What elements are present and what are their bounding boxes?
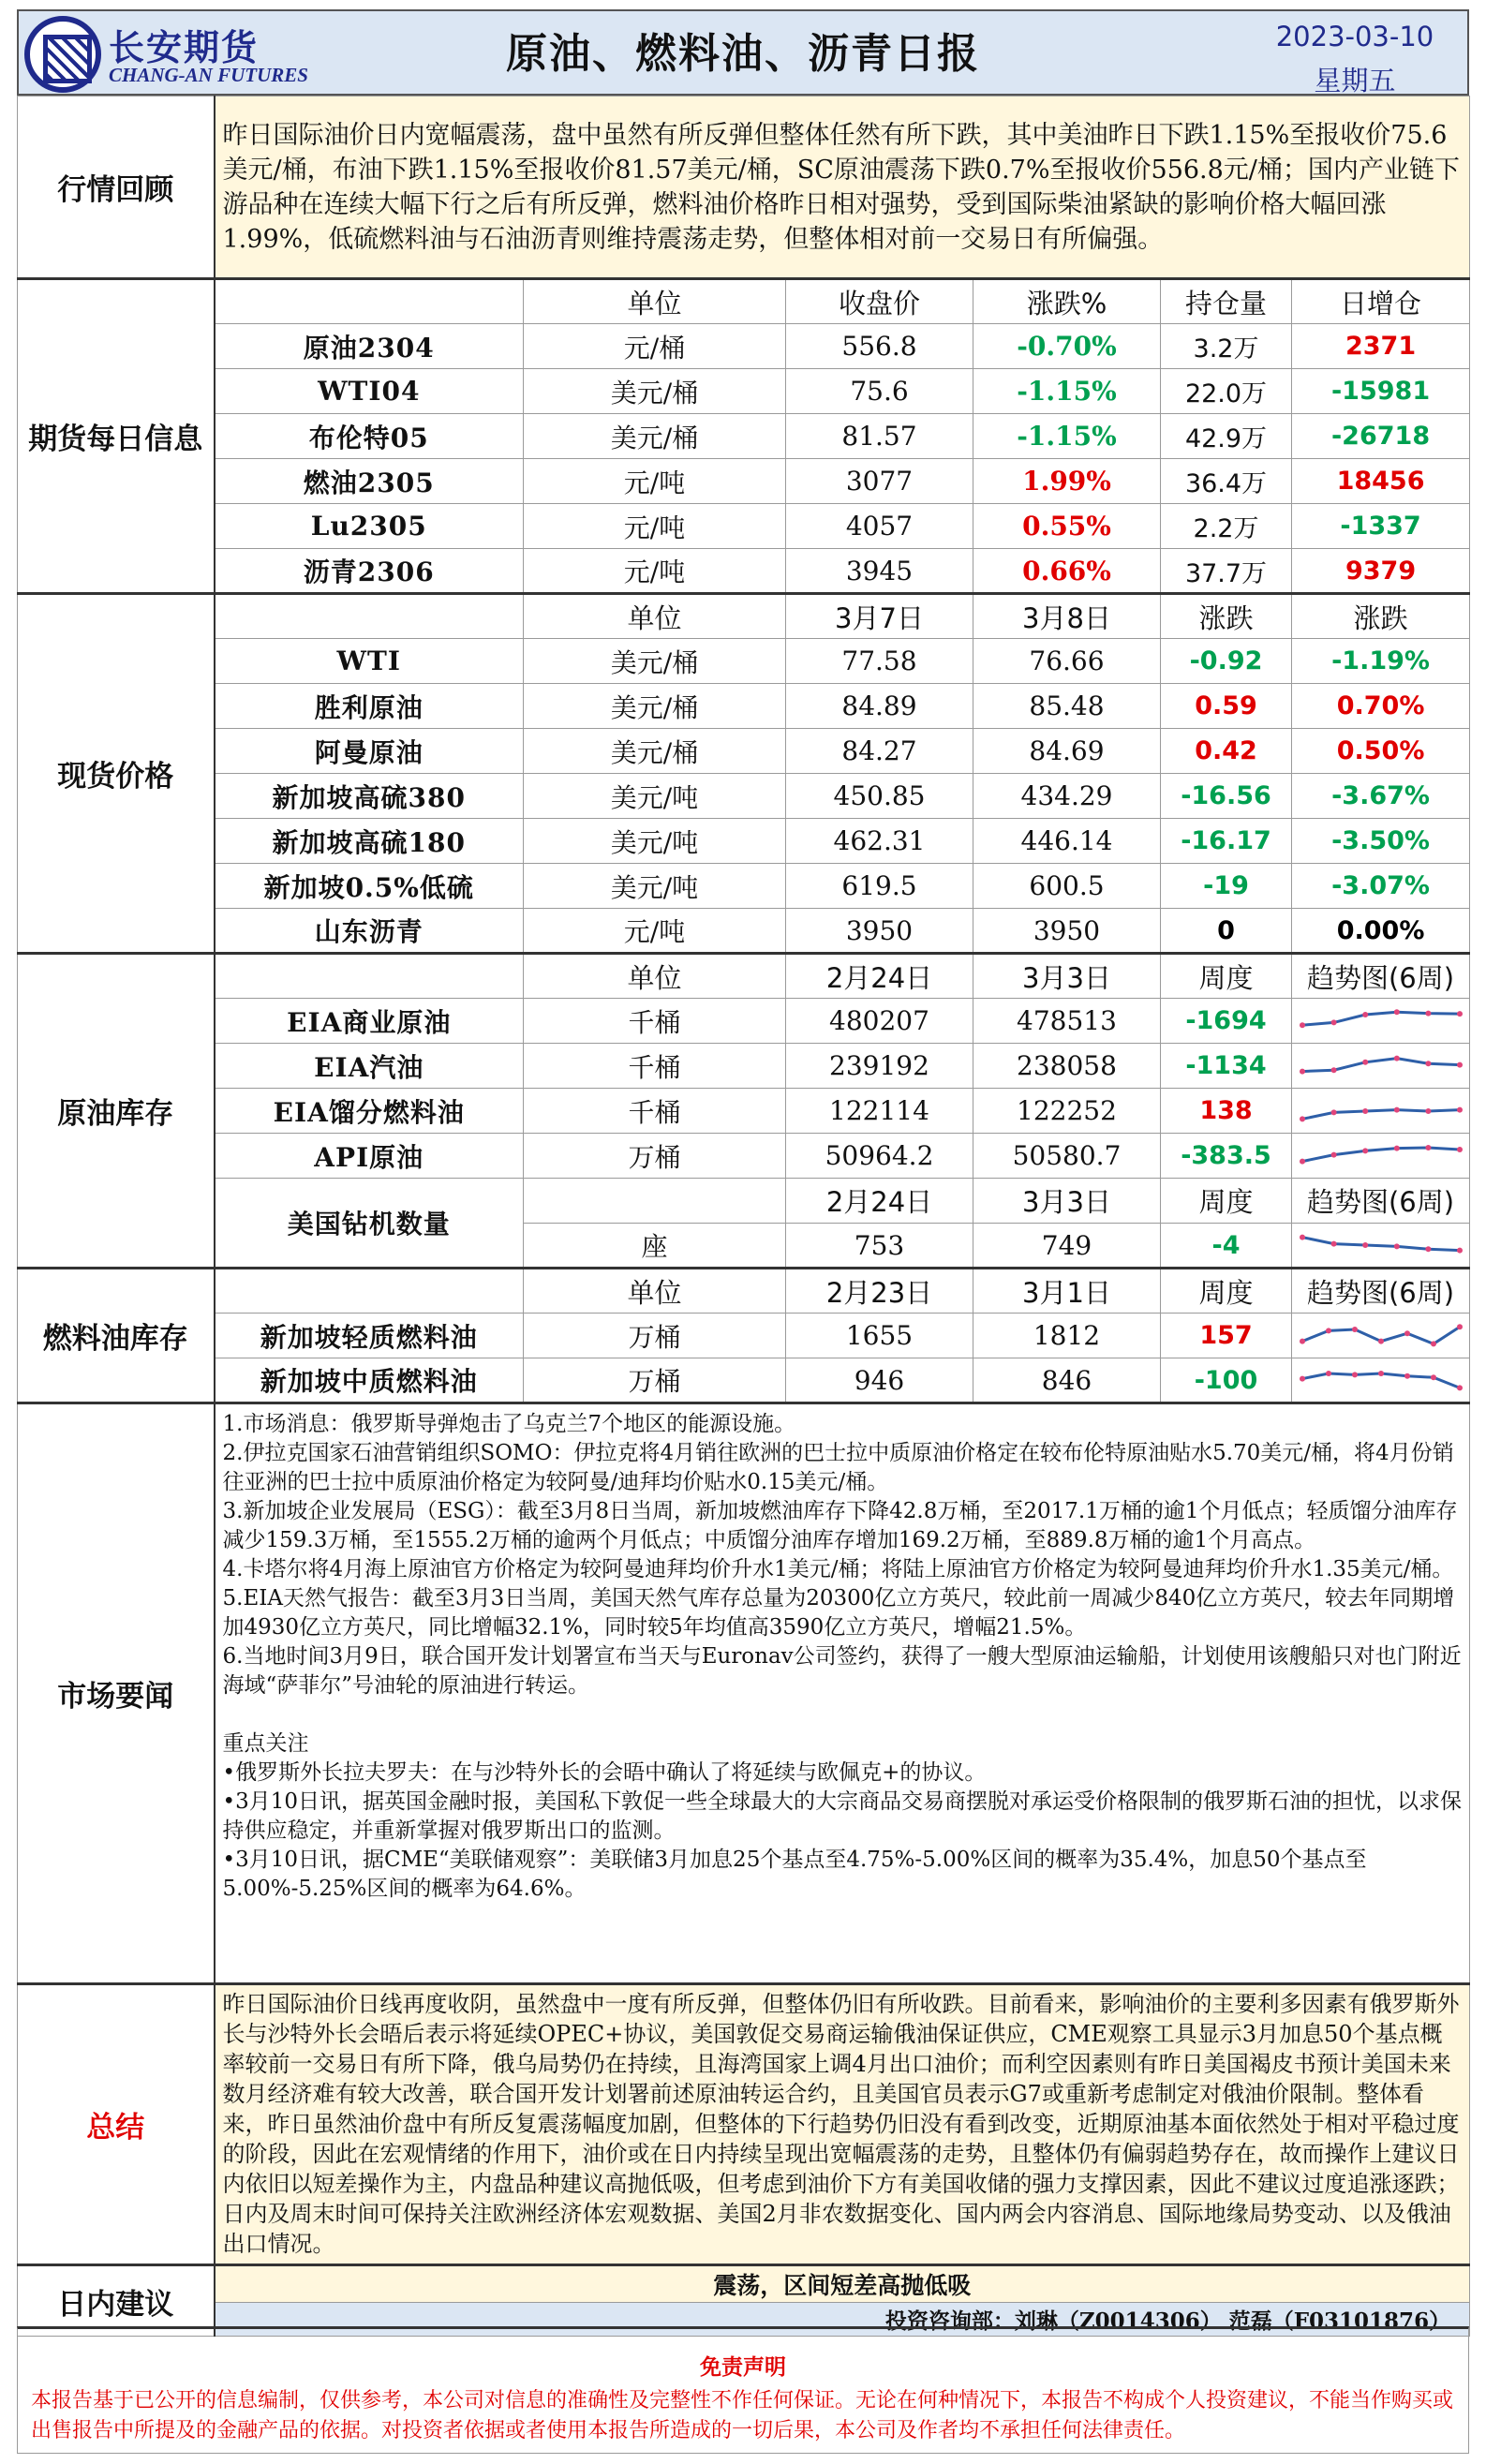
news-item: 3.新加坡企业发展局（ESG）：截至3月8日当周，新加坡燃油库存下降42.8万桶，至2017.1万桶的逾1个月低点；轻质馏分油库存减少159.3万桶，至1555.2万桶的逾两个月低点；中质馏分油库存增加169.2万桶，至889.8万桶的逾1个月高点。	[222, 1499, 1458, 1552]
fuel-inv-row	[18, 1358, 1470, 1403]
trend-point	[1393, 1106, 1399, 1112]
futures-add: -15981	[1292, 369, 1470, 414]
crude-inv-header-row	[18, 954, 1470, 999]
crude-chg: -1134	[1161, 1044, 1292, 1089]
spot-unit: 美元/吨	[524, 864, 786, 909]
crude-inv-row	[18, 1044, 1470, 1089]
spot-d1: 450.85	[786, 774, 973, 819]
crude-inv-label: 原油库存	[18, 954, 215, 1269]
crude-col-trend: 趋势图(6周)	[1292, 954, 1470, 999]
spot-label: 现货价格	[18, 594, 215, 954]
futures-chg: -0.70%	[973, 324, 1161, 369]
futures-oi: 37.7万	[1161, 549, 1292, 594]
spot-row	[18, 819, 1470, 864]
rig-name: 美国钻机数量	[215, 1179, 524, 1269]
summary-label: 总结	[18, 1984, 215, 2265]
futures-name: Lu2305	[215, 504, 524, 549]
futures-unit: 元/吨	[524, 549, 786, 594]
futures-oi: 3.2万	[1161, 324, 1292, 369]
futures-add: -26718	[1292, 414, 1470, 459]
futures-header-row	[18, 279, 1470, 324]
crude-d1: 122114	[786, 1089, 973, 1134]
spot-name: 山东沥青	[215, 909, 524, 954]
trend-point	[1431, 1374, 1436, 1380]
crude-name: API原油	[215, 1134, 524, 1179]
futures-row	[18, 324, 1470, 369]
spot-row	[18, 684, 1470, 729]
futures-unit: 美元/桶	[524, 369, 786, 414]
spot-chg: -0.92	[1161, 639, 1292, 684]
review-row	[18, 96, 1470, 279]
spot-pct: 0.00%	[1292, 909, 1470, 954]
futures-name: 沥青2306	[215, 549, 524, 594]
futures-close: 556.8	[786, 324, 973, 369]
crude-inv-row	[18, 1089, 1470, 1134]
crude-trend-sparkline	[1297, 1092, 1465, 1130]
futures-add: 2371	[1292, 324, 1470, 369]
crude-trend-sparkline	[1297, 1002, 1465, 1040]
trend-point	[1393, 1145, 1399, 1150]
advice-row	[18, 2265, 1470, 2303]
futures-name: 燃油2305	[215, 459, 524, 504]
report-title: 原油、燃料油、沥青日报	[506, 30, 980, 78]
review-label: 行情回顾	[18, 96, 215, 279]
futures-row	[18, 414, 1470, 459]
spot-unit: 美元/桶	[524, 729, 786, 774]
fuel-unit: 万桶	[524, 1358, 786, 1403]
trend-point	[1300, 1068, 1305, 1074]
trend-point	[1326, 1328, 1331, 1333]
fuel-col-chg: 周度	[1161, 1269, 1292, 1314]
spot-chg: -16.17	[1161, 819, 1292, 864]
trend-point	[1362, 1148, 1368, 1153]
crude-col-d1: 2月24日	[786, 954, 973, 999]
crude-d1: 50964.2	[786, 1134, 973, 1179]
crude-name: EIA汽油	[215, 1044, 524, 1089]
review-text: 昨日国际油价日内宽幅震荡，盘中虽然有所反弹但整体任然有所下跌，其中美油昨日下跌1.15%至报收价75.6美元/桶，布油下跌1.15%至报收价81.57美元/桶，SC原油震荡下跌0.7%至报收价556.8元/桶；国内产业链下游品种在连续大幅下行之后有所反弹，燃料油价格昨日相对强势，受到国际柴油紧缺的影响价格大幅回涨1.99%，低硫燃料油与石油沥青则维持震荡走势，但整体相对前一交易日有所偏强。	[215, 96, 1470, 279]
spot-d2: 76.66	[973, 639, 1161, 684]
spot-unit: 元/吨	[524, 909, 786, 954]
spot-row	[18, 729, 1470, 774]
trend-point	[1352, 1327, 1358, 1332]
fuel-d1: 946	[786, 1358, 973, 1403]
spot-unit: 美元/吨	[524, 819, 786, 864]
trend-point	[1457, 1106, 1463, 1112]
rig-col-chg: 周度	[1161, 1179, 1292, 1224]
futures-col-chg: 涨跌%	[973, 279, 1161, 324]
spot-d2: 434.29	[973, 774, 1161, 819]
spot-d2: 600.5	[973, 864, 1161, 909]
news-item: 1.市场消息：俄罗斯导弹炮击了乌克兰7个地区的能源设施。	[222, 1412, 796, 1436]
crude-trend-cell	[1292, 1134, 1470, 1179]
report-header	[17, 9, 1469, 96]
trend-point	[1362, 1059, 1368, 1064]
trend-point	[1425, 1145, 1431, 1150]
crude-trend-cell	[1292, 1044, 1470, 1089]
focus-item: •3月10日讯，据英国金融时报，美国私下敦促一些全球最大的大宗商品交易商摆脱对承运受价格限制的俄罗斯石油的担忧，以求保持供应稳定，并重新掌握对俄罗斯出口的监测。	[222, 1789, 1462, 1843]
futures-close: 3945	[786, 549, 973, 594]
focus-item: •俄罗斯外长拉夫罗夫：在与沙特外长的会晤中确认了将延续与欧佩克+的协议。	[222, 1760, 987, 1785]
spot-pct: 0.70%	[1292, 684, 1470, 729]
trend-point	[1300, 1022, 1305, 1028]
disclaimer-text: 本报告基于已公开的信息编制，仅供参考，本公司对信息的准确性及完整性不作任何保证。无论在何种情况下，本报告不构成个人投资建议，不能当作购买或出售报告中所提及的金融产品的依据。对投资者依据或者使用本报告所造成的一切后果，本公司及作者均不承担任何法律责任。	[31, 2389, 1454, 2442]
spot-unit: 美元/桶	[524, 639, 786, 684]
trend-point	[1362, 1108, 1368, 1114]
crude-d2: 50580.7	[973, 1134, 1161, 1179]
spot-pct: 0.50%	[1292, 729, 1470, 774]
fuel-trend-sparkline	[1297, 1317, 1465, 1355]
spot-row	[18, 774, 1470, 819]
futures-row	[18, 549, 1470, 594]
focus-title: 重点关注	[222, 1731, 309, 1756]
futures-row	[18, 369, 1470, 414]
futures-chg: 0.55%	[973, 504, 1161, 549]
trend-line	[1302, 1238, 1460, 1251]
spot-col-chg: 涨跌	[1161, 594, 1292, 639]
crude-unit: 千桶	[524, 1089, 786, 1134]
fuel-inv-label: 燃料油库存	[18, 1269, 215, 1403]
futures-unit: 元/吨	[524, 504, 786, 549]
news-item: 2.伊拉克国家石油营销组织SOMO：伊拉克将4月销往欧洲的巴士拉中质原油价格定在较布伦特原油贴水5.70美元/桶，将4月份销往亚洲的巴士拉中质原油价格定为较阿曼/迪拜均价贴水0.15美元/桶。	[222, 1441, 1454, 1494]
spot-name: 新加坡高硫380	[215, 774, 524, 819]
trend-point	[1393, 1009, 1399, 1015]
spot-col-pct: 涨跌	[1292, 594, 1470, 639]
advice-label: 日内建议	[18, 2265, 215, 2337]
spot-name: 新加坡0.5%低硫	[215, 864, 524, 909]
spot-unit: 美元/吨	[524, 774, 786, 819]
fuel-chg: 157	[1161, 1314, 1292, 1358]
trend-point	[1457, 1061, 1463, 1067]
crude-name: EIA馏分燃料油	[215, 1089, 524, 1134]
spot-row	[18, 909, 1470, 954]
spot-unit: 美元/桶	[524, 684, 786, 729]
spot-d1: 84.27	[786, 729, 973, 774]
spot-name: 阿曼原油	[215, 729, 524, 774]
rig-col-d1: 2月24日	[786, 1179, 973, 1224]
spot-chg: -16.56	[1161, 774, 1292, 819]
news-row	[18, 1403, 1470, 1984]
crude-chg: 138	[1161, 1089, 1292, 1134]
fuel-d1: 1655	[786, 1314, 973, 1358]
rig-trend-sparkline	[1297, 1226, 1465, 1264]
futures-close: 4057	[786, 504, 973, 549]
focus-item: •3月10日讯，据CME“美联储观察”：美联储3月加息25个基点至4.75%-5.00%区间的概率为35.4%，加息50个基点至5.00%-5.25%区间的概率为64.6%。	[222, 1848, 1367, 1901]
futures-col-add: 日增仓	[1292, 279, 1470, 324]
trend-point	[1330, 1067, 1336, 1073]
futures-oi: 22.0万	[1161, 369, 1292, 414]
spot-d1: 619.5	[786, 864, 973, 909]
crude-trend-cell	[1292, 999, 1470, 1044]
trend-point	[1393, 1055, 1399, 1061]
trend-point	[1457, 1385, 1463, 1390]
summary-row	[18, 1984, 1470, 2265]
spot-name: 新加坡高硫180	[215, 819, 524, 864]
spot-header-row	[18, 594, 1470, 639]
spot-d1: 3950	[786, 909, 973, 954]
futures-name: WTI04	[215, 369, 524, 414]
futures-chg: 1.99%	[973, 459, 1161, 504]
crude-trend-sparkline	[1297, 1137, 1465, 1175]
trend-point	[1425, 1246, 1431, 1252]
news-item: 6.当地时间3月9日，联合国开发计划署宣布当天与Euronav公司签约，获得了一艘大型原油运输船，计划使用该艘船只对也门附近海域“萨菲尔”号油轮的原油进行转运。	[222, 1644, 1462, 1698]
spot-d2: 85.48	[973, 684, 1161, 729]
futures-add: 18456	[1292, 459, 1470, 504]
rig-trend-cell	[1292, 1224, 1470, 1269]
news-label: 市场要闻	[18, 1403, 215, 1984]
spot-d1: 77.58	[786, 639, 973, 684]
trend-line	[1302, 1058, 1460, 1071]
crude-trend-cell	[1292, 1089, 1470, 1134]
crude-col-unit: 单位	[524, 954, 786, 999]
report-date: 2023-03-10	[1275, 21, 1434, 52]
trend-point	[1457, 1147, 1463, 1152]
rig-chg: -4	[1161, 1224, 1292, 1269]
spot-d2: 3950	[973, 909, 1161, 954]
trend-point	[1393, 1243, 1399, 1249]
news-content	[215, 1403, 1470, 1984]
fuel-unit: 万桶	[524, 1314, 786, 1358]
trend-point	[1457, 1011, 1463, 1017]
spot-chg: 0.42	[1161, 729, 1292, 774]
futures-label: 期货每日信息	[18, 279, 215, 594]
report-weekday: 星期五	[1314, 65, 1396, 96]
spot-chg: 0	[1161, 909, 1292, 954]
crude-chg: -1694	[1161, 999, 1292, 1044]
crude-unit: 万桶	[524, 1134, 786, 1179]
crude-unit: 千桶	[524, 999, 786, 1044]
spot-d2: 446.14	[973, 819, 1161, 864]
crude-unit: 千桶	[524, 1044, 786, 1089]
fuel-d2: 846	[973, 1358, 1161, 1403]
fuel-trend-cell	[1292, 1314, 1470, 1358]
futures-close: 75.6	[786, 369, 973, 414]
futures-chg: -1.15%	[973, 369, 1161, 414]
rig-header-row	[18, 1179, 1470, 1224]
trend-point	[1330, 1109, 1336, 1115]
trend-line	[1302, 1012, 1460, 1025]
trend-point	[1330, 1019, 1336, 1025]
spot-chg: -19	[1161, 864, 1292, 909]
futures-col-oi: 持仓量	[1161, 279, 1292, 324]
fuel-col-trend: 趋势图(6周)	[1292, 1269, 1470, 1314]
trend-point	[1425, 1010, 1431, 1016]
fuel-trend-cell	[1292, 1358, 1470, 1403]
futures-name: 原油2304	[215, 324, 524, 369]
spot-row	[18, 864, 1470, 909]
fuel-col-unit: 单位	[524, 1269, 786, 1314]
logo-en: CHANG-AN FUTURES	[109, 64, 308, 86]
spot-row	[18, 639, 1470, 684]
trend-point	[1330, 1241, 1336, 1247]
fuel-inv-header-row	[18, 1269, 1470, 1314]
trend-point	[1326, 1371, 1331, 1376]
spot-d1: 84.89	[786, 684, 973, 729]
trend-point	[1404, 1373, 1410, 1379]
trend-line	[1302, 1148, 1460, 1162]
fuel-name: 新加坡轻质燃料油	[215, 1314, 524, 1358]
trend-point	[1300, 1376, 1305, 1382]
rig-col-d2: 3月3日	[973, 1179, 1161, 1224]
trend-point	[1352, 1372, 1358, 1377]
crude-col-d2: 3月3日	[973, 954, 1161, 999]
rig-d1: 753	[786, 1224, 973, 1269]
rig-unit: 座	[524, 1224, 786, 1269]
futures-name: 布伦特05	[215, 414, 524, 459]
rig-d2: 749	[973, 1224, 1161, 1269]
crude-d2: 122252	[973, 1089, 1161, 1134]
trend-point	[1425, 1061, 1431, 1066]
spot-name: WTI	[215, 639, 524, 684]
disclaimer	[17, 2326, 1469, 2454]
news-item: 5.EIA天然气报告：截至3月3日当周，美国天然气库存总量为20300亿立方英尺，较此前一周减少840亿立方英尺，较去年同期增加4930亿立方英尺，同比增幅32.1%，同时较5年均值高3590亿立方英尺，增幅21.5%。	[222, 1586, 1455, 1640]
crude-chg: -383.5	[1161, 1134, 1292, 1179]
trend-point	[1457, 1248, 1463, 1254]
trend-point	[1378, 1338, 1384, 1343]
trend-point	[1300, 1235, 1305, 1240]
crude-col-chg: 周度	[1161, 954, 1292, 999]
crude-trend-sparkline	[1297, 1047, 1465, 1085]
futures-row	[18, 459, 1470, 504]
fuel-name: 新加坡中质燃料油	[215, 1358, 524, 1403]
spot-pct: -3.07%	[1292, 864, 1470, 909]
trend-point	[1378, 1371, 1384, 1376]
advice-text: 震荡，区间短差高抛低吸	[215, 2265, 1470, 2303]
spot-pct: -3.67%	[1292, 774, 1470, 819]
futures-col-unit: 单位	[524, 279, 786, 324]
spot-col-d1: 3月7日	[786, 594, 973, 639]
spot-pct: -3.50%	[1292, 819, 1470, 864]
spot-col-unit: 单位	[524, 594, 786, 639]
spot-d1: 462.31	[786, 819, 973, 864]
crude-d2: 238058	[973, 1044, 1161, 1089]
futures-unit: 元/吨	[524, 459, 786, 504]
trend-point	[1431, 1341, 1436, 1346]
trend-point	[1300, 1338, 1305, 1343]
futures-close: 81.57	[786, 414, 973, 459]
crude-inv-row	[18, 1134, 1470, 1179]
trend-point	[1362, 1012, 1368, 1017]
crude-name: EIA商业原油	[215, 999, 524, 1044]
futures-col-close: 收盘价	[786, 279, 973, 324]
summary-text: 昨日国际油价日线再度收阴，虽然盘中一度有所反弹，但整体仍旧有所收跌。目前看来，影响油价的主要利多因素有俄罗斯外长与沙特外长会晤后表示将延续OPEC+协议，美国敦促交易商运输俄油保证供应，CME观察工具显示3月加息50个基点概率较前一交易日有所下降，俄乌局势仍在持续，且海湾国家上调4月出口油价；而利空因素则有昨日美国褐皮书预计美国未来数月经济难有较大改善，联合国开发计划署前述原油转运合约，且美国官员表示G7或重新考虑制定对俄油价限制。整体看来，昨日虽然油价盘中有所反复震荡幅度加剧，但整体的下行趋势仍旧没有看到改变，近期原油基本面依然处于相对平稳过度的阶段，因此在宏观情绪的作用下，油价或在日内持续呈现出宽幅震荡的走势，且整体仍有偏弱趋势存在，故而操作上建议日内依旧以短差操作为主，内盘品种建议高抛低吸，但考虑到油价下方有美国收储的强力支撑因素，因此不建议过度追涨逐跌；日内及周末时间可保持关注欧洲经济体宏观数据、美国2月非农数据变化、国内两会内容消息、国际地缘局势变动、以及俄油出口情况。	[215, 1984, 1470, 2265]
futures-add: 9379	[1292, 549, 1470, 594]
trend-point	[1404, 1330, 1410, 1336]
futures-unit: 元/桶	[524, 324, 786, 369]
trend-point	[1300, 1116, 1305, 1121]
trend-line	[1302, 1109, 1460, 1119]
fuel-d2: 1812	[973, 1314, 1161, 1358]
consult-text: 投资咨询部：刘琳（Z0014306） 范磊（F03101876）	[215, 2303, 1470, 2337]
news-item: 4.卡塔尔将4月海上原油官方价格定为较阿曼迪拜均价升水1美元/桶；将陆上原油官方价格定为较阿曼迪拜均价升水1.35美元/桶。	[222, 1557, 1454, 1581]
fuel-trend-sparkline	[1297, 1361, 1465, 1399]
spot-chg: 0.59	[1161, 684, 1292, 729]
trend-point	[1300, 1158, 1305, 1164]
spot-pct: -1.19%	[1292, 639, 1470, 684]
crude-d1: 480207	[786, 999, 973, 1044]
futures-oi: 2.2万	[1161, 504, 1292, 549]
crude-inv-row	[18, 999, 1470, 1044]
report-table	[17, 96, 1470, 2337]
fuel-chg: -100	[1161, 1358, 1292, 1403]
trend-point	[1425, 1108, 1431, 1114]
fuel-col-d1: 2月23日	[786, 1269, 973, 1314]
futures-chg: -1.15%	[973, 414, 1161, 459]
trend-point	[1362, 1242, 1368, 1248]
crude-d2: 478513	[973, 999, 1161, 1044]
futures-unit: 美元/桶	[524, 414, 786, 459]
futures-oi: 36.4万	[1161, 459, 1292, 504]
fuel-inv-row	[18, 1314, 1470, 1358]
trend-point	[1330, 1151, 1336, 1157]
rig-col-trend: 趋势图(6周)	[1292, 1179, 1470, 1224]
trend-point	[1457, 1324, 1463, 1329]
disclaimer-title: 免责声明	[700, 2354, 786, 2380]
fuel-col-d2: 3月1日	[973, 1269, 1161, 1314]
spot-col-d2: 3月8日	[973, 594, 1161, 639]
crude-d1: 239192	[786, 1044, 973, 1089]
futures-add: -1337	[1292, 504, 1470, 549]
futures-chg: 0.66%	[973, 549, 1161, 594]
futures-row	[18, 504, 1470, 549]
spot-d2: 84.69	[973, 729, 1161, 774]
futures-oi: 42.9万	[1161, 414, 1292, 459]
logo-cn: 长安期货	[109, 27, 260, 68]
spot-name: 胜利原油	[215, 684, 524, 729]
futures-close: 3077	[786, 459, 973, 504]
